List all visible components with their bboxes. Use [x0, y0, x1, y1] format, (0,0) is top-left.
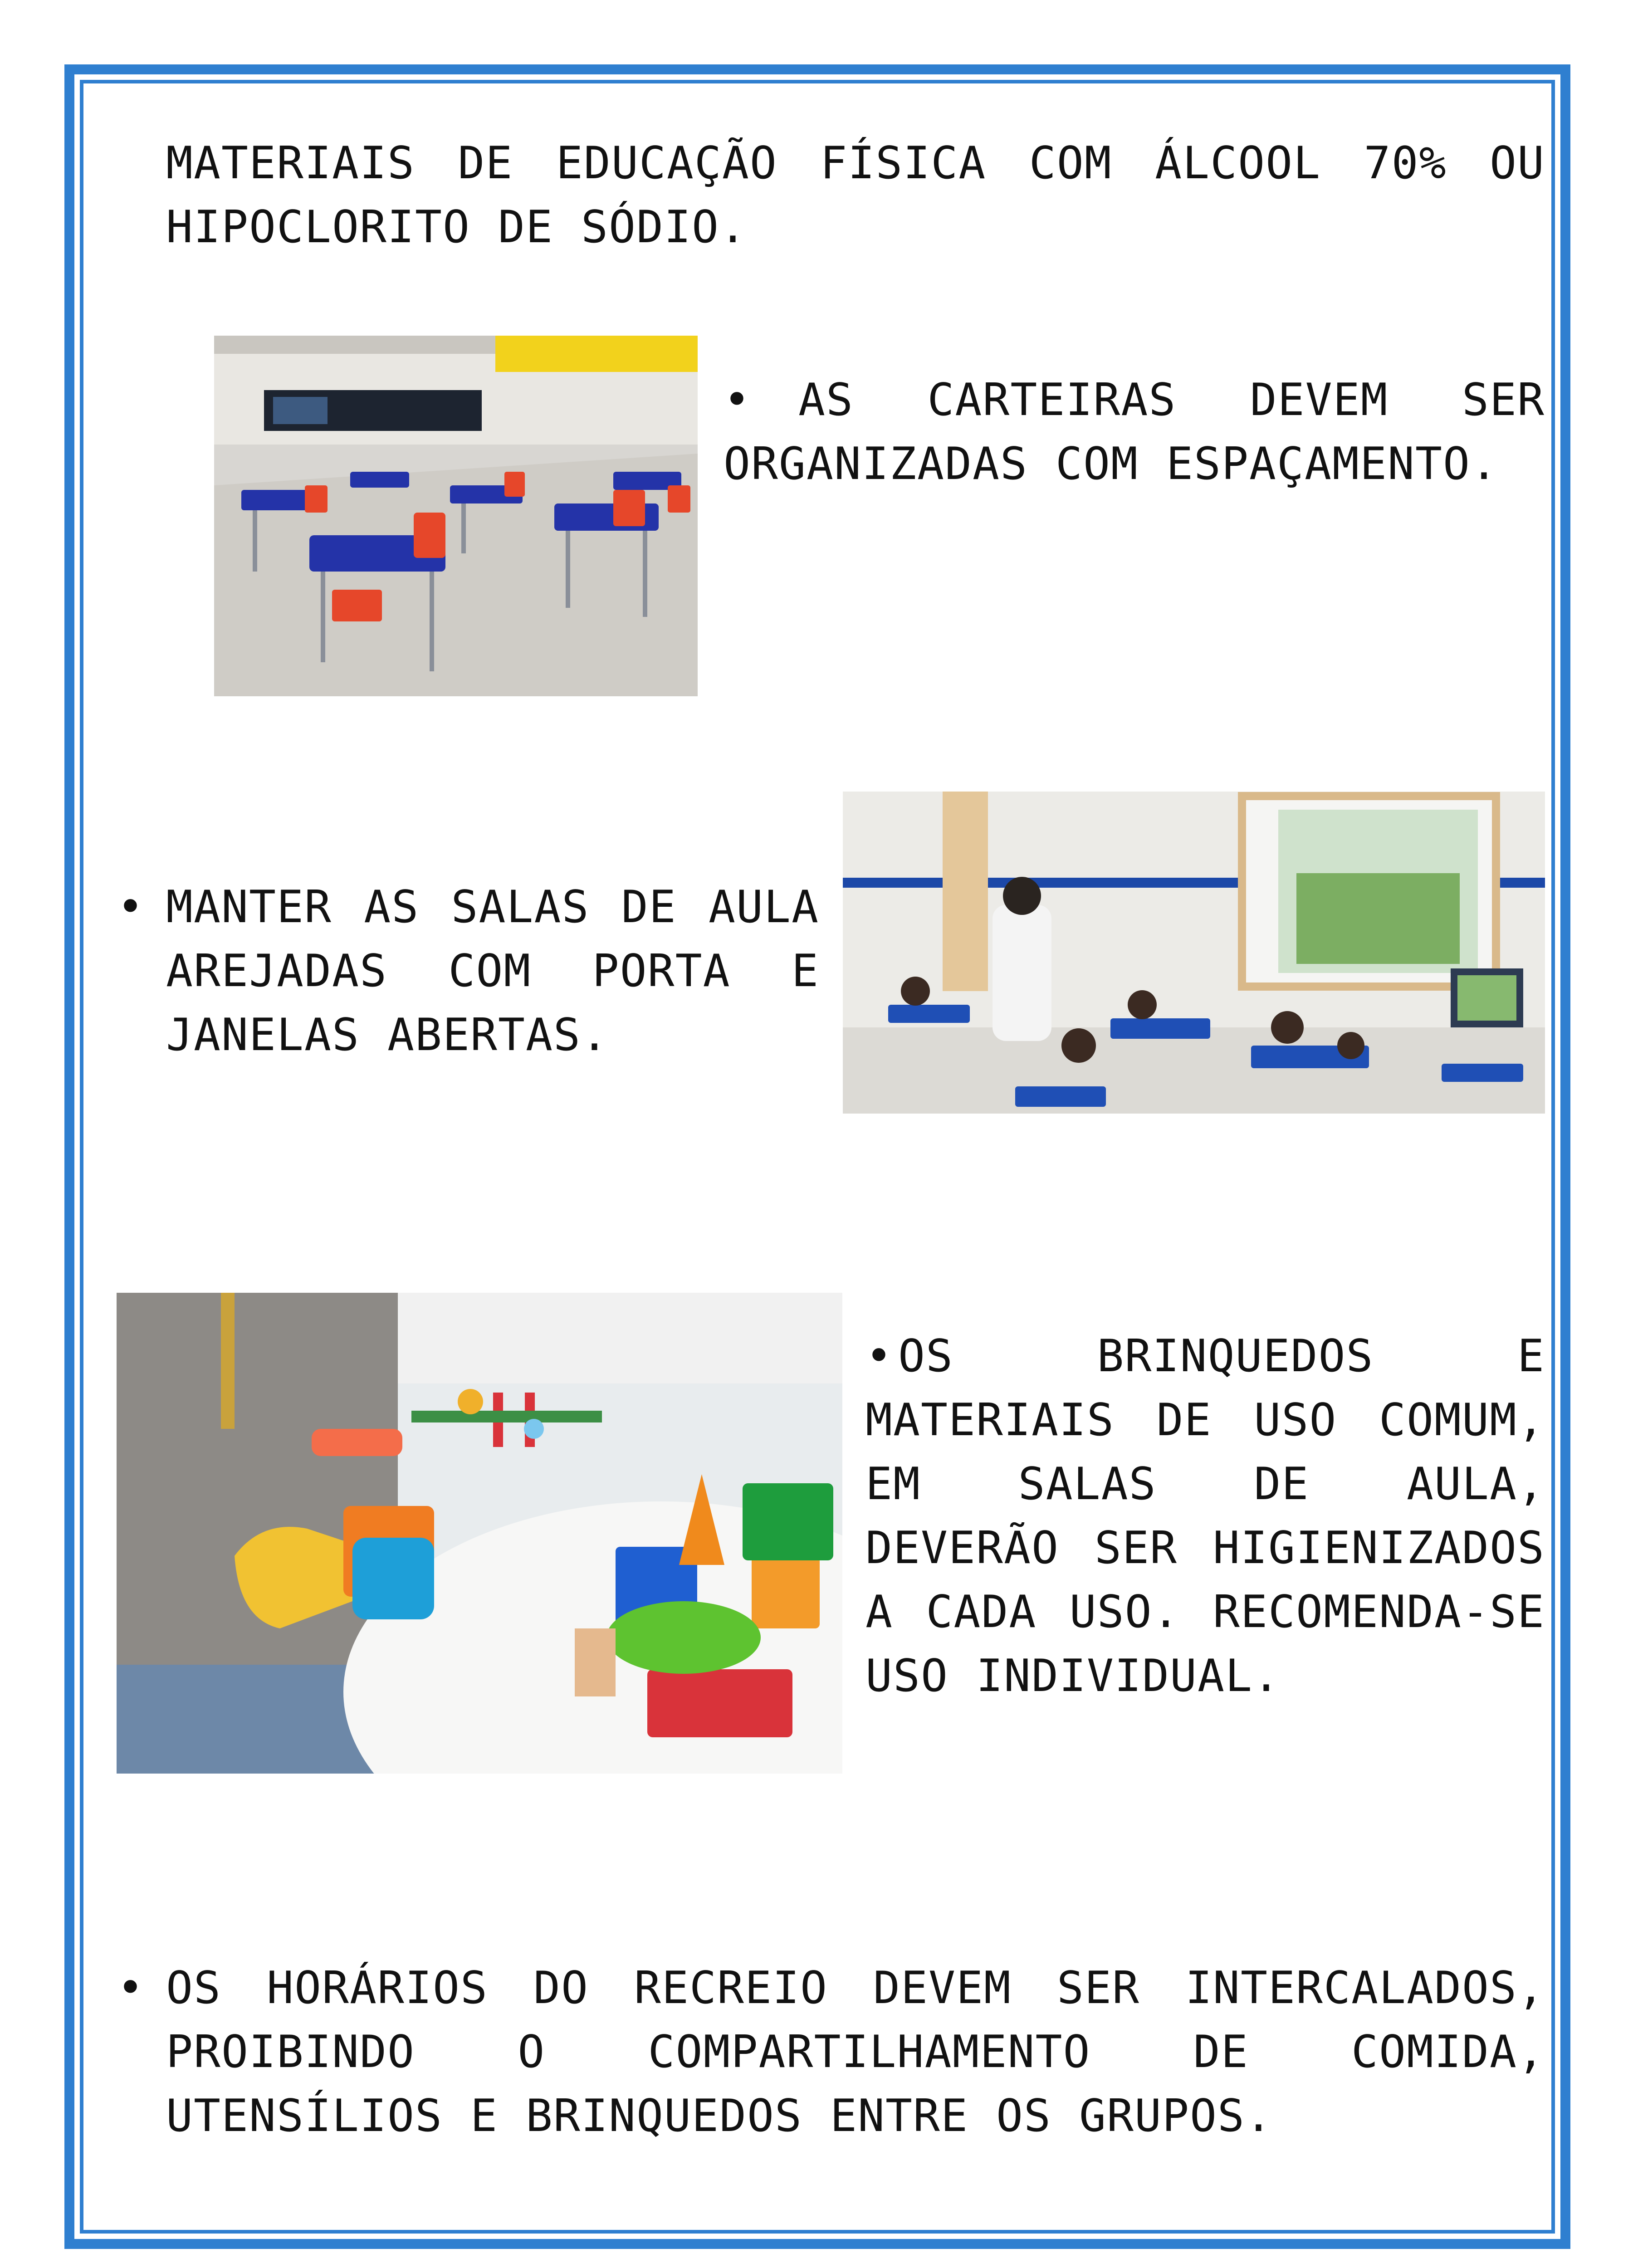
desks-paragraph: AS CARTEIRAS DEVEM SER ORGANIZADAS COM ESPAÇAMENTO. — [724, 374, 1545, 490]
toy-cleaning-photo — [117, 1293, 842, 1774]
bullet-icon: • — [117, 881, 144, 933]
classroom-desks-photo — [214, 336, 698, 696]
bullet-icon: • — [724, 374, 751, 426]
bullet-icon: • — [865, 1330, 893, 1382]
bullet-icon: • — [117, 1962, 144, 2014]
ventilation-paragraph: MANTER AS SALAS DE AULA AREJADAS COM PORTA E JANELAS ABERTAS. — [166, 881, 819, 1061]
toys-paragraph: OS BRINQUEDOS E MATERIAIS DE USO COMUM, EM SALAS DE AULA, DEVERÃO SER HIGIENIZADOS A CADA USO. RECOMENDA-SE USO INDIVIDUAL. — [865, 1330, 1545, 1702]
intro-paragraph: MATERIAIS DE EDUCAÇÃO FÍSICA COM ÁLCOOL 70% OU HIPOCLORITO DE SÓDIO. — [166, 137, 1545, 253]
recess-paragraph: OS HORÁRIOS DO RECREIO DEVEM SER INTERCALADOS, PROIBINDO O COMPARTILHAMENTO DE COMIDA, UTENSÍLIOS E BRINQUEDOS ENTRE OS GRUPOS. — [166, 1962, 1545, 2142]
classroom-children-photo — [843, 792, 1545, 1114]
